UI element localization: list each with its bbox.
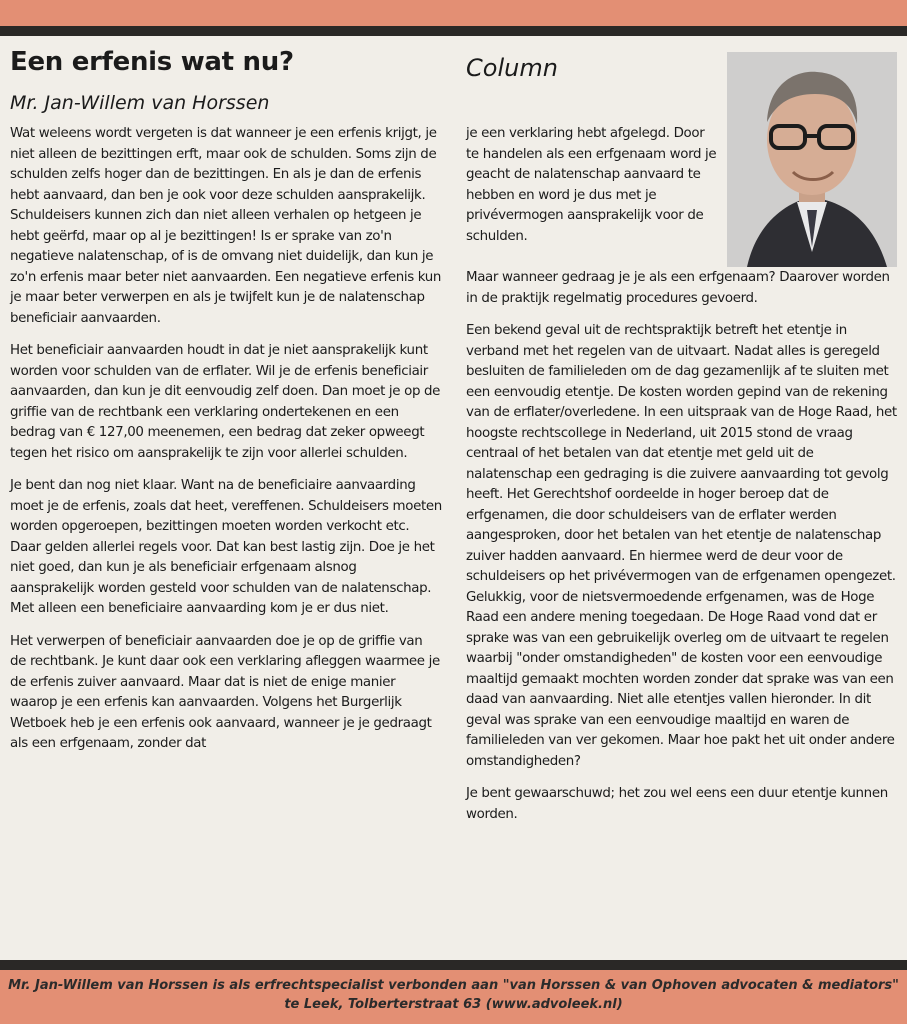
bottom-rule [0, 960, 907, 970]
footer-line-2: te Leek, Tolberterstraat 63 (www.advoleek.nl) [284, 997, 623, 1012]
paragraph: Het beneficiair aanvaarden houdt in dat je niet aansprakelijk kunt worden voor schulden van de erflater. Wil je de erfenis beneficiair aanvaarden, dan kun je dit eenvoudig zelf doen. Dan moet je op de griffie van de rechtbank een verklaring ondertekenen en een bedrag van € 127,00 meenemen, een bedrag dat zeker opweegt tegen het risico om aansprakelijk te zijn voor allerlei schulden. [10, 343, 441, 461]
article-author: Mr. Jan-Willem van Horssen [10, 92, 270, 114]
article-title: Een erfenis wat nu? [10, 47, 294, 77]
section-label: Column [466, 54, 558, 82]
left-column [10, 124, 442, 767]
footer-line-1: Mr. Jan-Willem van Horssen is als erfrechtspecialist verbonden aan "van Horssen & van Ophoven advocaten & mediators" [8, 978, 899, 993]
paragraph: Een bekend geval uit de rechtspraktijk betreft het etentje in verband met het regelen van de uitvaart. Nadat alles is geregeld besluiten de familieleden om de dag gezamenlijk af te sluiten met een eenvoudig etentje. De kosten worden gepind van de rekening van de erflater/overledene. In een uitspraak van de Hoge Raad, het hoogste rechtscollege in Nederland, uit 2015 stond de vraag centraal of het betalen van dat etentje met geld uit de nalatenschap een gedraging is die zuivere aanvaarding tot gevolg heeft. Het Gerechtshof oordeelde in hoger beroep dat de erfgenamen, die door schuldeisers van de erflater werden aangesproken, door het betalen van het etentje de nalatenschap zuiver hadden aanvaard. En hiermee werd de deur voor de schuldeisers op het privévermogen van de erfgenamen opengezet. Gelukkig, voor de nietsvermoedende erfgenamen, was de Hoge Raad een andere mening toegedaan. De Hoge Raad vond dat er sprake was van een gebruikelijk overleg om de uitvaart te regelen waarbij "onder omstandigheden" de kosten voor een eenvoudige maaltijd gemaakt mochten worden zonder dat sprake was van een daad van aanvaarding. Niet alle etentjes vallen hieronder. In dit geval was sprake van een eenvoudige maaltijd en waren de familieleden van ver gekomen. Maar hoe pakt het uit onder andere omstandigheden? [466, 323, 897, 769]
top-rule [0, 26, 907, 36]
footer-credit [0, 970, 907, 1024]
paragraph: Je bent gewaarschuwd; het zou wel eens een duur etentje kunnen worden. [466, 786, 888, 822]
paragraph: Maar wanneer gedraag je je als een erfgenaam? Daarover worden in de praktijk regelmatig procedures gevoerd. [466, 270, 890, 306]
right-column [466, 268, 898, 837]
paragraph: Het verwerpen of beneficiair aanvaarden doe je op de griffie van de rechtbank. Je kunt daar ook een verklaring afleggen waarmee je de erfenis zuiver aanvaard. Maar dat is niet de enige manier waarop je een erfenis kan aanvaarden. Volgens het Burgerlijk Wetboek heb je een erfenis ook aanvaard, wanneer je je gedraagt als een erfgenaam, zonder dat [10, 633, 440, 751]
portrait-image [727, 52, 897, 267]
paragraph: je een verklaring hebt afgelegd. Door te handelen als een erfgenaam word je geacht de nalatenschap aanvaard te hebben en word je dus met je privévermogen aansprakelijk voor de schulden. [466, 126, 717, 244]
author-photo [727, 52, 897, 267]
paragraph: Je bent dan nog niet klaar. Want na de beneficiaire aanvaarding moet je de erfenis, zoals dat heet, vereffenen. Schuldeisers moeten worden opgeroepen, bezittingen moeten worden verkocht etc. Daar gelden allerlei regels voor. Dat kan best lastig zijn. Doe je het niet goed, dan kun je als beneficiair erfgenaam alsnog aansprakelijk worden gesteld voor schulden van de nalatenschap. Met alleen een beneficiaire aanvaarding kom je er dus niet. [10, 478, 442, 616]
top-color-band [0, 0, 907, 26]
paragraph: Wat weleens wordt vergeten is dat wanneer je een erfenis krijgt, je niet alleen de bezittingen erft, maar ook de schulden. Soms zijn de schulden zelfs hoger dan de bezittingen. En als je dan de erfenis hebt aanvaard, dan ben je ook voor deze schulden aansprakelijk. Schuldeisers kunnen zich dan niet alleen verhalen op hetgeen je hebt geërfd, maar op al je bezittingen! Is er sprake van zo'n negatieve nalatenschap, of is de omvang niet duidelijk, dan kun je zo'n erfenis maar beter niet aanvaarden. Een negatieve erfenis kun je maar beter verwerpen en als je twijfelt kun je de nalatenschap beneficiair aanvaarden. [10, 126, 442, 326]
right-column-top [466, 124, 721, 247]
